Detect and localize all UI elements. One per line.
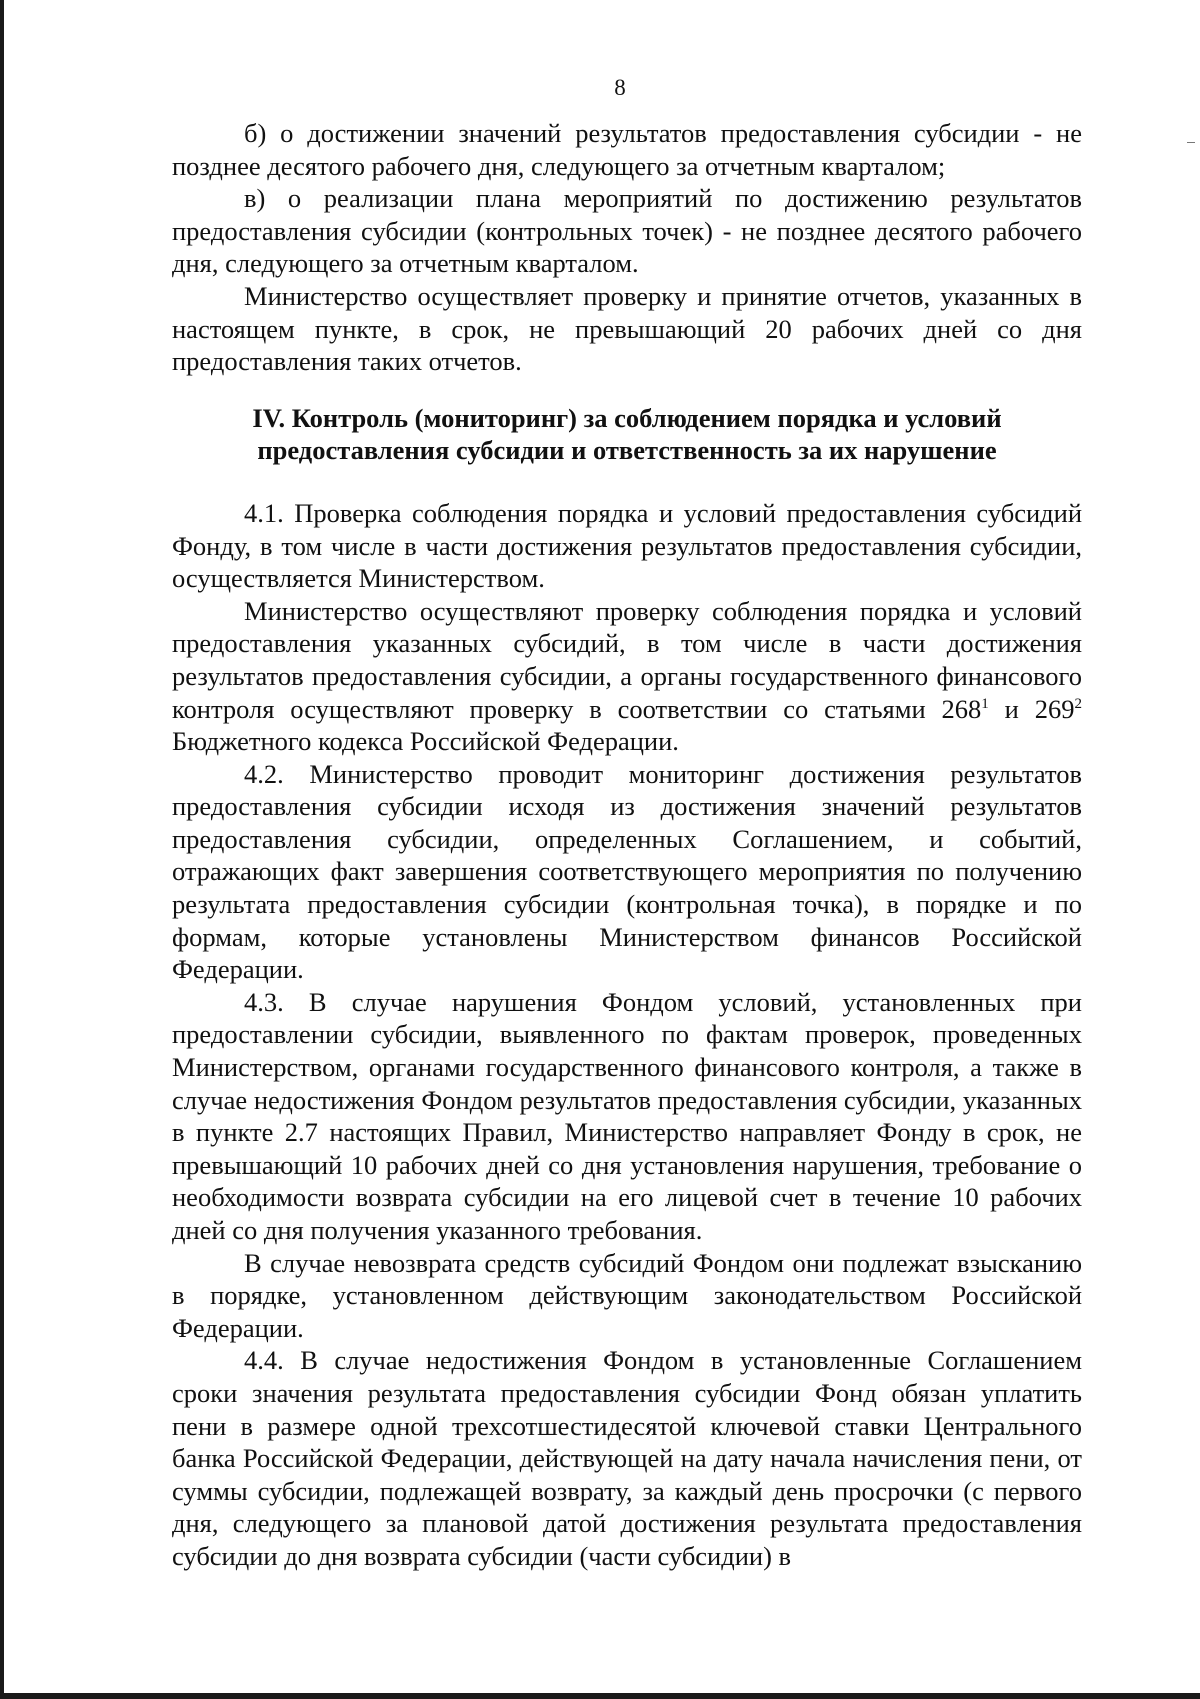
paragraph-4-3: 4.3. В случае нарушения Фондом условий, установленных при предоставлении субсидии, выявленного по фактам проверок, проведенных Министерством, органами государственного финансового контроля, а также в случае недостижения Фондом результатов предоставления субсидии, указанных в пункте 2.7 настоящих Правил, Министерство направляет Фонду в срок, не превышающий 10 рабочих дней со дня установления нарушения, требование о необходимости возврата субсидии на его лицевой счет в течение 10 рабочих дней со дня получения указанного требования. (172, 986, 1082, 1245)
ministry-control-text: Министерство осуществляют проверку соблюдения порядка и условий предоставления указанных субсидий, в том числе в части достижения результатов предоставления субсидии, а органы государственного финансового контроля осуществляют проверку в соответствии со статьями 268 (172, 595, 1082, 724)
document-body (172, 117, 1082, 1573)
paragraph-4-4: 4.4. В случае недостижения Фондом в установленные Соглашением сроки значения результата предоставления субсидии Фонд обязан уплатить пени в размере одной трехсотшестидесятой ключевой ставки Центрального банка Российской Федерации, действующей на дату начала начисления пени, от суммы субсидии, подлежащей возврату, за каждый день просрочки (с первого дня, следующего за плановой датой достижения результата предоставления субсидии до дня возврата субсидии (части субсидии) в (172, 1345, 1082, 1571)
section-heading-line2: предоставления субсидии и ответственность за их нарушение (257, 435, 997, 466)
ministry-control-mid: и 269 (988, 693, 1075, 724)
paragraph-4-2: 4.2. Министерство проводит мониторинг достижения результатов предоставления субсидии исходя из достижения значений результатов предоставления субсидии, определенных Соглашением, и событий, отражающих факт завершения соответствующего мероприятия по получению результата предоставления субсидии (контрольная точка), в порядке и по формам, которые установлены Министерством финансов Российской Федерации. (172, 758, 1082, 985)
paragraph-refund: В случае невозврата средств субсидий Фондом они подлежат взысканию в порядке, установленном действующим законодательством Российской Федерации. (172, 1247, 1082, 1343)
scan-edge-left (0, 0, 4, 1699)
paragraph-4-1: 4.1. Проверка соблюдения порядка и условий предоставления субсидий Фонду, в том числе в части достижения результатов предоставления субсидии, осуществляется Министерством. (172, 497, 1082, 594)
paragraph-reporting-v: в) о реализации плана мероприятий по достижению результатов предоставления субсидии (контрольных точек) - не позднее десятого рабочего дня, следующего за отчетным кварталом. (172, 183, 1082, 279)
section-heading-line1: IV. Контроль (мониторинг) за соблюдением порядка и условий (252, 402, 1002, 433)
scan-mark-right (1187, 142, 1195, 143)
superscript-2: 2 (1074, 695, 1082, 712)
paragraph-report-verification: Министерство осуществляет проверку и принятие отчетов, указанных в настоящем пункте, в срок, не превышающий 20 рабочих дней со дня предоставления таких отчетов. (172, 280, 1082, 377)
ministry-control-end: Бюджетного кодекса Российской Федерации. (172, 726, 679, 757)
page-number: 8 (614, 75, 626, 100)
scan-edge-bottom (0, 1693, 1200, 1699)
paragraph-ministry-control (172, 595, 1082, 758)
paragraph-reporting-b: б) о достижении значений результатов предоставления субсидии - не позднее десятого рабочего дня, следующего за отчетным кварталом; (172, 118, 1082, 181)
superscript-1: 1 (981, 695, 989, 712)
section-heading (172, 402, 1082, 467)
